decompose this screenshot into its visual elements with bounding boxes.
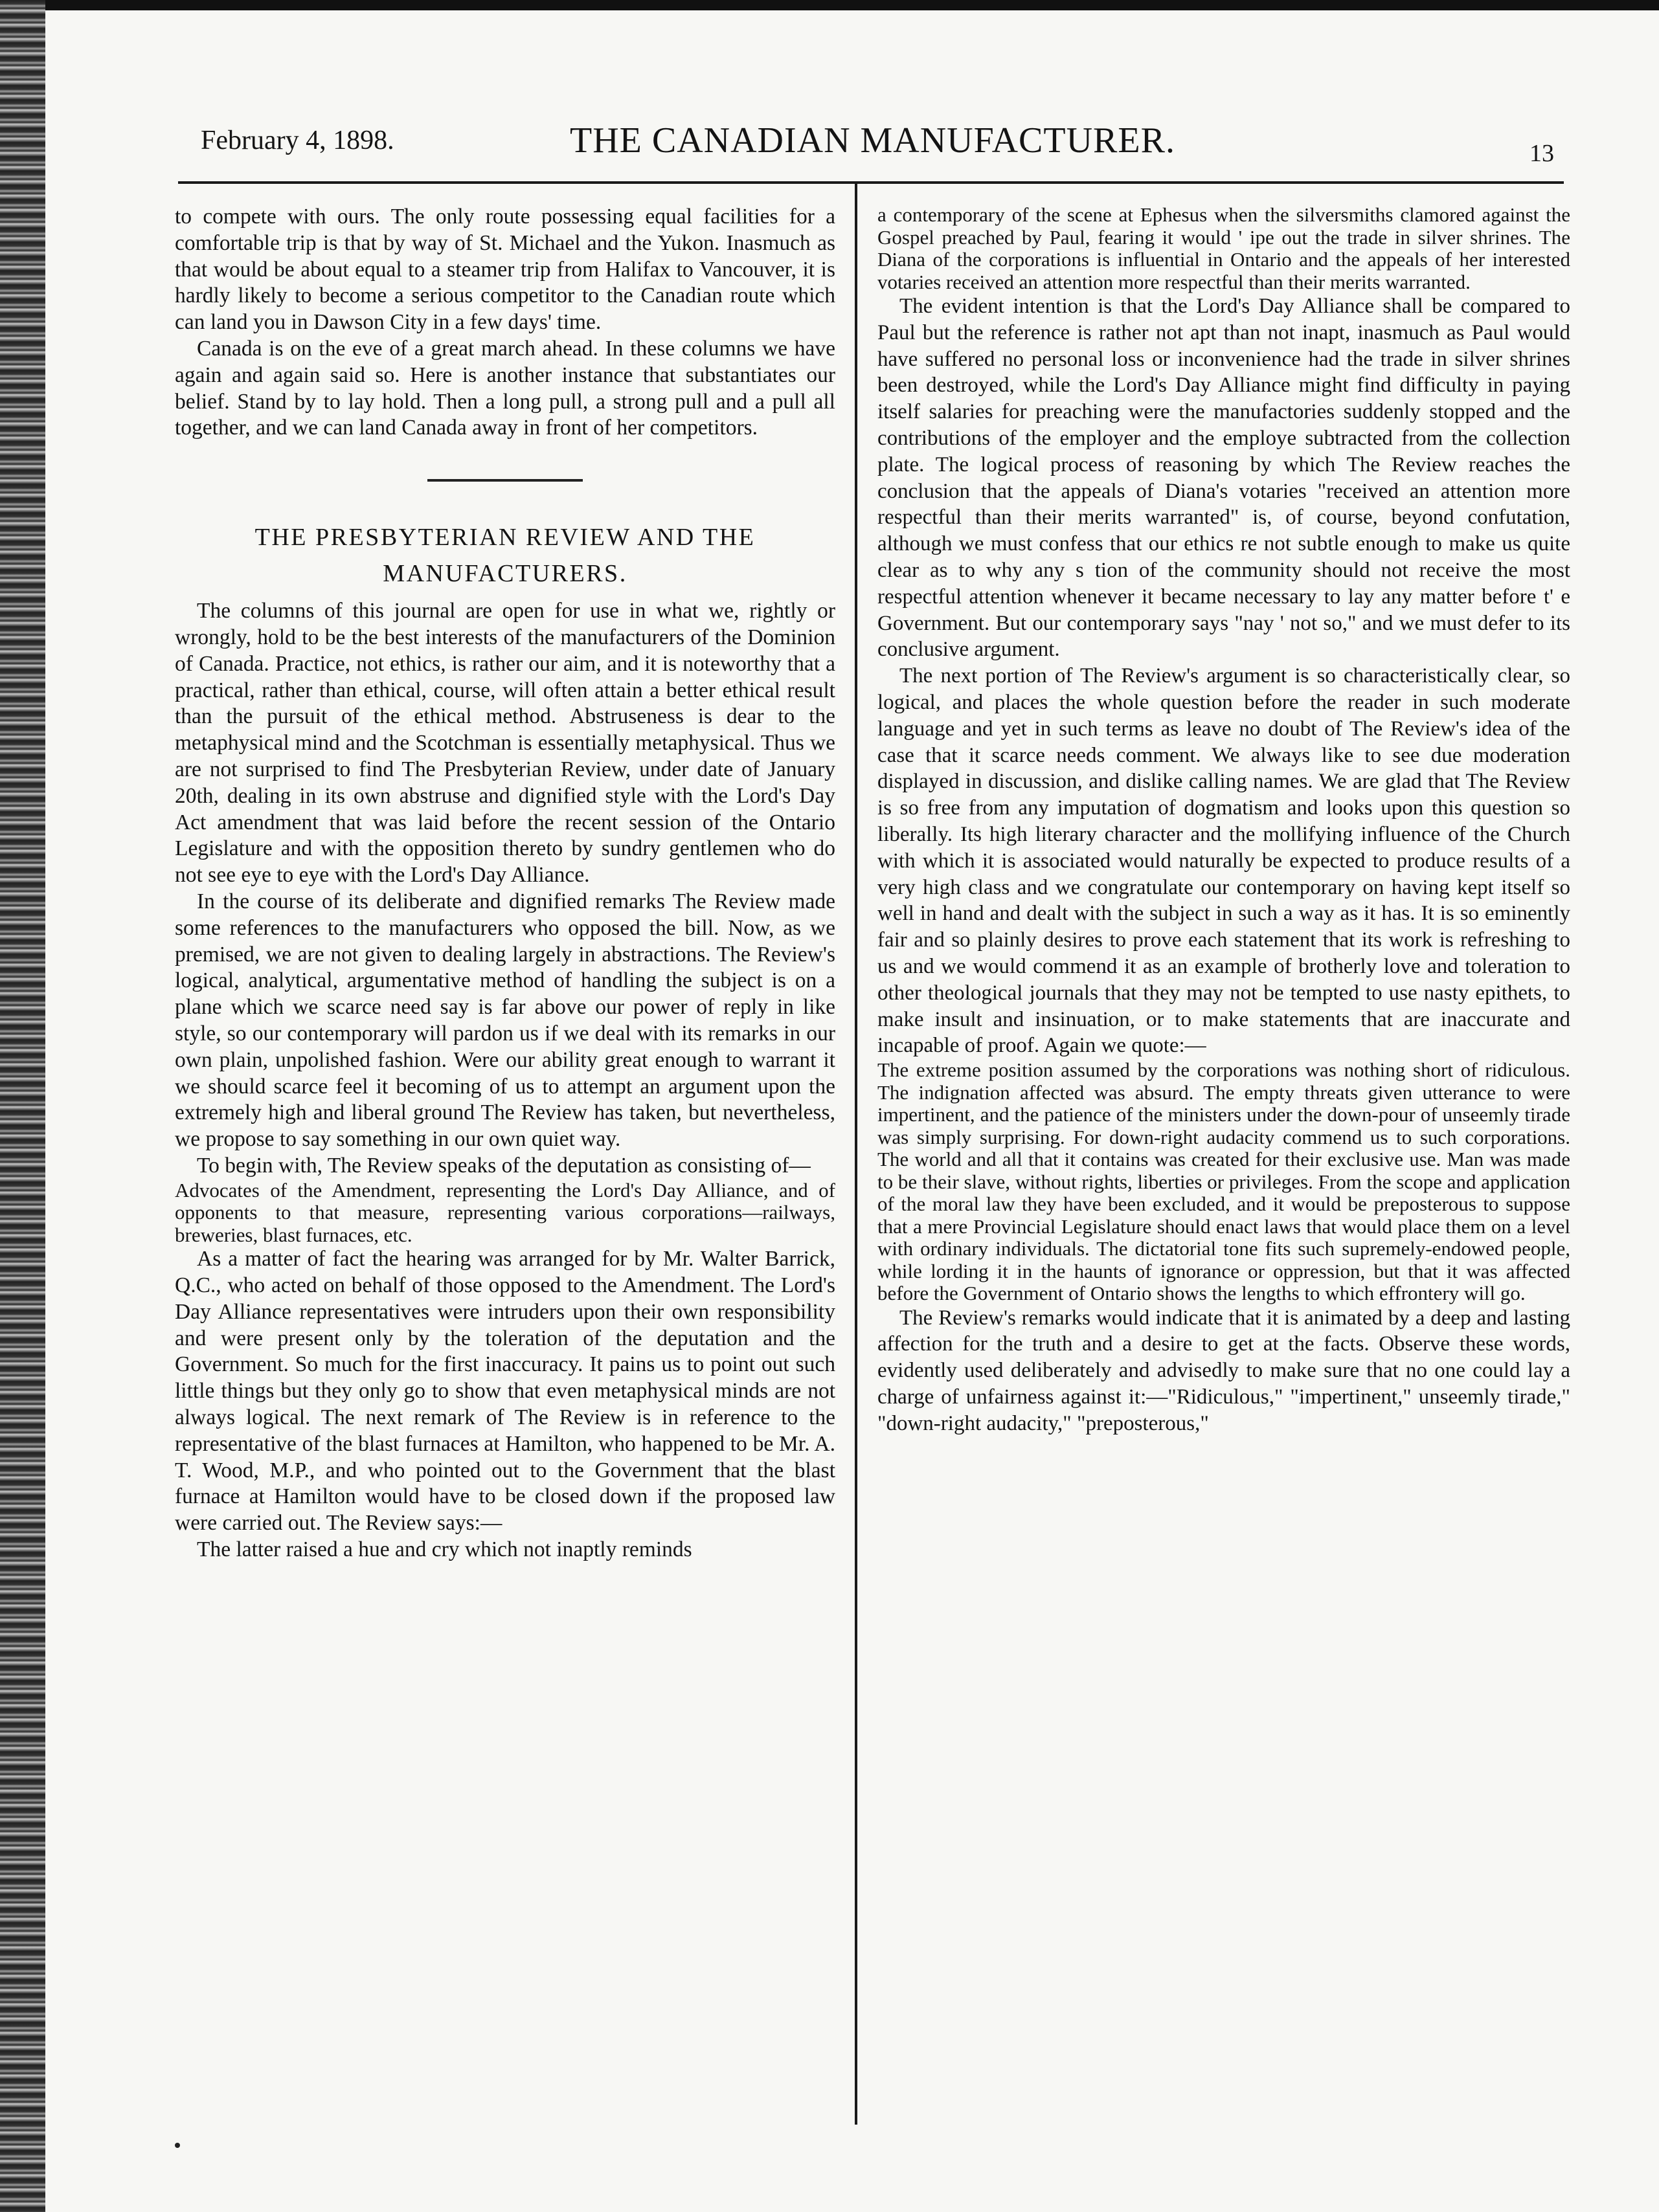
scan-top-edge	[0, 0, 1659, 10]
heading-line: MANUFACTURERS.	[383, 560, 627, 588]
paragraph: The Review's remarks would indicate that it is animated by a deep and lasting affection for the truth and a desire to get at the facts. Observe these words, evidently used deliberately and advisedly to make sure that no one could lay a charge of unfairness against it:—"Ridiculous," "impertinent," unseemly tirade," "down-right audacity," "preposterous,"	[877, 1306, 1570, 1435]
left-column	[175, 204, 835, 1563]
paragraph: The latter raised a hue and cry which not inaptly reminds	[197, 1537, 692, 1561]
paragraph: The columns of this journal are open for use in what we, rightly or wrongly, hold to be the best interests of the manufacturers of the Dominion of Canada. Practice, not ethics, is rather our aim, and it is noteworthy that a practical, rather than ethical, course, will often attain a better ethical result than the pursuit of the ethical method. Abstruseness is dear to the metaphysical mind and the Scotchman is essentially metaphysical. Thus we are not surprised to find The Presbyterian Review, under date of January 20th, dealing in its own abstruse and dignified style with the Lord's Day Act amendment that was laid before the recent session of the Ontario Legislature and with the opposition thereto by sundry gentlemen who do not see eye to eye with the Lord's Day Alliance.	[175, 599, 835, 888]
block-quote: a contemporary of the scene at Ephesus when the silversmiths clamored against the Gospel preached by Paul, fearing it would ' ipe out the trade in silver shrines. The Diana of the corporations is influential in Ontario and the appeals of her interested votaries received an attention more respectful than their merits warranted.	[877, 203, 1570, 293]
section-separator	[427, 479, 583, 482]
block-quote: Advocates of the Amendment, representing the Lord's Day Alliance, and of opponents to that measure, representing various corporations—railways, breweries, blast furnaces, etc.	[175, 1178, 835, 1246]
page-header	[201, 120, 1554, 178]
column-divider	[855, 183, 857, 2125]
block-quote: The extreme position assumed by the corporations was nothing short of ridiculous. The indignation affected was absurd. The empty threats given utterance to were impertinent, and the patience of the ministers under the down-pour of unseemly tirade was simply surprising. For down-right audacity commend us to such corporations. The world and all that it contains was created for their exclusive use. Man was made to be their slave, without rights, liberties or privileges. From the scope and application of the moral law they have been excluded, and it would be preposterous to suppose that a mere Provincial Legislature should enact laws that would place them on a level with ordinary individuals. The dictatorial tone fits such supremely-endowed people, while lording it in the haunts of ignorance or oppression, but that it was affected before the Government of Ontario shows the lengths to which effrontery will go.	[877, 1058, 1570, 1305]
paragraph: As a matter of fact the hearing was arranged for by Mr. Walter Barrick, Q.C., who acted on behalf of those opposed to the Amendment. The Lord's Day Alliance representatives were intruders upon their own responsibility and were present only by the toleration of the deputation and the Government. So much for the first inaccuracy. It pains us to point out such little things but they only go to show that even metaphysical minds are not always logical. The next remark of The Review is in reference to the representative of the blast furnaces at Hamilton, who happened to be Mr. A. T. Wood, M.P., and who pointed out to the Government that the blast furnace at Hamilton would have to be closed down if the proposed law were carried out. The Review says:—	[175, 1247, 835, 1536]
paragraph: The next portion of The Review's argument is so characteristically clear, so logical, and places the whole question before the reader in such moderate language and yet in such terms as leave no doubt of The Review's idea of the case that it scarce needs comment. We always like to see due moderation displayed in discussion, and dislike calling names. We are glad that The Review is so free from any imputation of dogmatism and looks upon this question so liberally. Its high literary character and the mollifying influence of the Church with which it is associated would naturally be expected to produce results of a very high class and we congratulate our contemporary on having kept itself so well in hand and dealt with the subject in such a way as it has. It is so eminently fair and so plainly desires to prove each statement that its work is refreshing to us and we would commend it as an example of brotherly love and toleration to other theological journals that they may not be tempted to use nasty epithets, to make insult and insinuation, or to make statements that are inaccurate and incapable of proof. Again we quote:—	[877, 664, 1570, 1058]
page-number: 13	[1529, 140, 1554, 167]
article-heading	[175, 519, 835, 592]
paragraph: The evident intention is that the Lord's Day Alliance shall be compared to Paul but the reference is rather not apt than not inapt, inasmuch as Paul would have suffered no personal loss or inconvenience had the trade in silver shrines been destroyed, while the Lord's Day Alliance might find difficulty in paying itself salaries for preaching were the manufactories suddenly stopped and the contributions of the employer and the employe subtracted from the collection plate. The logical process of reasoning by which The Review reaches the conclusion that the appeals of Diana's votaries "received an attention more respectful than their merits warranted" is, of course, beyond confutation, although we must confess that our ethics re not subtle enough to make us quite clear as to why any s tion of the community should not receive the most respectful attention whenever it became necessary to lay any matter before t' e Government. But our contemporary says "nay ' not so," and we must defer to its conclusive argument.	[877, 295, 1570, 662]
publication-title: THE CANADIAN MANUFACTURER.	[570, 120, 1175, 161]
heading-line: THE PRESBYTERIAN REVIEW AND THE	[254, 524, 756, 552]
paragraph: to compete with ours. The only route possessing equal facilities for a comfortable trip is that by way of St. Michael and the Yukon. Inasmuch as that would be about equal to a steamer trip from Halifax to Vancouver, it is hardly likely to become a serious competitor to the Canadian route which can land you in Dawson City in a few days' time.	[175, 205, 835, 335]
paragraph: In the course of its deliberate and dignified remarks The Review made some references to the manufacturers who opposed the bill. Now, as we premised, we are not given to dealing largely in abstractions. The Review's logical, analytical, argumentative method of handling the subject is on a plane which we scarce need say is far above our power of reply in like style, so our contemporary will pardon us if we deal with its remarks in our own plain, unpolished fashion. Were our ability great enough to warrant it we should scarce feel it becoming of us to attempt an argument upon the extremely high and liberal ground The Review has taken, but nevertheless, we propose to say something in our own quiet way.	[175, 889, 835, 1152]
scan-speck	[175, 2143, 180, 2148]
scan-binding-edge	[0, 0, 45, 2212]
right-column	[877, 204, 1570, 1437]
issue-date: February 4, 1898.	[201, 126, 394, 155]
paragraph: To begin with, The Review speaks of the deputation as consisting of—	[197, 1153, 811, 1178]
header-rule	[178, 181, 1564, 184]
paragraph: Canada is on the eve of a great march ahead. In these columns we have again and again said so. Here is another instance that substantiates our belief. Stand by to lay hold. Then a long pull, a strong pull and a pull all together, and we can land Canada away in front of her competitors.	[175, 336, 835, 440]
